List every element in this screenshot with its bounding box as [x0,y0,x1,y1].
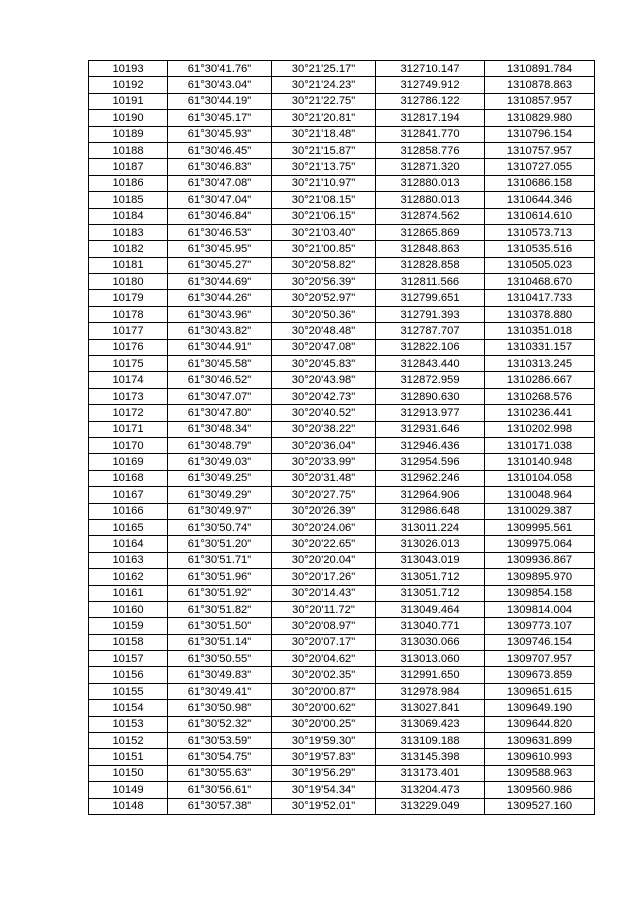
y-coordinate-cell: 1309651.615 [485,683,595,699]
latitude-cell: 61°30'44.19" [168,93,272,109]
latitude-cell: 61°30'43.96" [168,306,272,322]
longitude-cell: 30°20'50.36" [272,306,376,322]
longitude-cell: 30°21'08.15" [272,192,376,208]
latitude-cell: 61°30'49.83" [168,667,272,683]
x-coordinate-cell: 312799.651 [376,290,485,306]
x-coordinate-cell: 312710.147 [376,61,485,77]
y-coordinate-cell: 1310236.441 [485,405,595,421]
point-number-cell: 10187 [89,159,168,175]
latitude-cell: 61°30'51.96" [168,569,272,585]
point-number-cell: 10150 [89,765,168,781]
x-coordinate-cell: 312962.246 [376,470,485,486]
y-coordinate-cell: 1309560.986 [485,782,595,798]
table-row [89,487,595,503]
y-coordinate-cell: 1309895.970 [485,569,595,585]
latitude-cell: 61°30'45.58" [168,356,272,372]
longitude-cell: 30°20'08.97" [272,618,376,634]
longitude-cell: 30°20'00.25" [272,716,376,732]
y-coordinate-cell: 1309854.158 [485,585,595,601]
x-coordinate-cell: 312880.013 [376,192,485,208]
latitude-cell: 61°30'53.59" [168,733,272,749]
y-coordinate-cell: 1310505.023 [485,257,595,273]
x-coordinate-cell: 312874.562 [376,208,485,224]
latitude-cell: 61°30'49.25" [168,470,272,486]
table-row [89,585,595,601]
x-coordinate-cell: 312749.912 [376,77,485,93]
point-number-cell: 10174 [89,372,168,388]
table-row [89,470,595,486]
y-coordinate-cell: 1310286.667 [485,372,595,388]
table-row [89,126,595,142]
longitude-cell: 30°20'20.04" [272,552,376,568]
x-coordinate-cell: 312786.122 [376,93,485,109]
x-coordinate-cell: 312986.648 [376,503,485,519]
table-row [89,716,595,732]
x-coordinate-cell: 313229.049 [376,798,485,814]
point-number-cell: 10193 [89,61,168,77]
table-row [89,683,595,699]
x-coordinate-cell: 312964.906 [376,487,485,503]
latitude-cell: 61°30'51.82" [168,601,272,617]
x-coordinate-cell: 312817.194 [376,110,485,126]
longitude-cell: 30°20'00.62" [272,700,376,716]
longitude-cell: 30°20'33.99" [272,454,376,470]
table-row [89,388,595,404]
point-number-cell: 10192 [89,77,168,93]
x-coordinate-cell: 312913.977 [376,405,485,421]
x-coordinate-cell: 312872.959 [376,372,485,388]
longitude-cell: 30°20'56.39" [272,274,376,290]
longitude-cell: 30°21'06.15" [272,208,376,224]
point-number-cell: 10153 [89,716,168,732]
y-coordinate-cell: 1310796.154 [485,126,595,142]
x-coordinate-cell: 312991.650 [376,667,485,683]
x-coordinate-cell: 312811.566 [376,274,485,290]
point-number-cell: 10184 [89,208,168,224]
latitude-cell: 61°30'46.53" [168,224,272,240]
x-coordinate-cell: 312954.596 [376,454,485,470]
longitude-cell: 30°19'59.30" [272,733,376,749]
latitude-cell: 61°30'47.80" [168,405,272,421]
point-number-cell: 10161 [89,585,168,601]
longitude-cell: 30°20'11.72" [272,601,376,617]
y-coordinate-cell: 1310171.038 [485,437,595,453]
longitude-cell: 30°20'17.26" [272,569,376,585]
point-number-cell: 10188 [89,142,168,158]
latitude-cell: 61°30'49.97" [168,503,272,519]
longitude-cell: 30°20'58.82" [272,257,376,273]
x-coordinate-cell: 312841.770 [376,126,485,142]
y-coordinate-cell: 1309746.154 [485,634,595,650]
table-row [89,274,595,290]
x-coordinate-cell: 313011.224 [376,519,485,535]
y-coordinate-cell: 1310104.058 [485,470,595,486]
y-coordinate-cell: 1310727.055 [485,159,595,175]
y-coordinate-cell: 1310686.158 [485,175,595,191]
point-number-cell: 10164 [89,536,168,552]
point-number-cell: 10186 [89,175,168,191]
y-coordinate-cell: 1310614.610 [485,208,595,224]
table-row [89,61,595,77]
table-row [89,503,595,519]
y-coordinate-cell: 1310029.387 [485,503,595,519]
table-row [89,700,595,716]
longitude-cell: 30°20'52.97" [272,290,376,306]
point-number-cell: 10151 [89,749,168,765]
latitude-cell: 61°30'45.95" [168,241,272,257]
latitude-cell: 61°30'46.52" [168,372,272,388]
x-coordinate-cell: 313049.464 [376,601,485,617]
table-row [89,241,595,257]
longitude-cell: 30°20'40.52" [272,405,376,421]
table-row [89,569,595,585]
latitude-cell: 61°30'52.32" [168,716,272,732]
point-number-cell: 10173 [89,388,168,404]
table-row [89,142,595,158]
point-number-cell: 10183 [89,224,168,240]
y-coordinate-cell: 1310313.245 [485,356,595,372]
longitude-cell: 30°21'18.48" [272,126,376,142]
latitude-cell: 61°30'51.71" [168,552,272,568]
longitude-cell: 30°21'24.23" [272,77,376,93]
longitude-cell: 30°20'31.48" [272,470,376,486]
table-row [89,257,595,273]
x-coordinate-cell: 312946.436 [376,437,485,453]
point-number-cell: 10172 [89,405,168,421]
table-row [89,798,595,814]
point-number-cell: 10159 [89,618,168,634]
x-coordinate-cell: 313030.066 [376,634,485,650]
table-row [89,306,595,322]
table-row [89,290,595,306]
table-row [89,552,595,568]
y-coordinate-cell: 1309588.963 [485,765,595,781]
point-number-cell: 10180 [89,274,168,290]
longitude-cell: 30°20'22.65" [272,536,376,552]
y-coordinate-cell: 1309610.993 [485,749,595,765]
point-number-cell: 10181 [89,257,168,273]
latitude-cell: 61°30'50.98" [168,700,272,716]
x-coordinate-cell: 312871.320 [376,159,485,175]
longitude-cell: 30°21'20.81" [272,110,376,126]
latitude-cell: 61°30'49.41" [168,683,272,699]
x-coordinate-cell: 312858.776 [376,142,485,158]
latitude-cell: 61°30'46.83" [168,159,272,175]
latitude-cell: 61°30'48.79" [168,437,272,453]
table-row [89,77,595,93]
y-coordinate-cell: 1309773.107 [485,618,595,634]
point-number-cell: 10152 [89,733,168,749]
table-row [89,519,595,535]
longitude-cell: 30°19'52.01" [272,798,376,814]
x-coordinate-cell: 312890.630 [376,388,485,404]
y-coordinate-cell: 1310417.733 [485,290,595,306]
y-coordinate-cell: 1309631.899 [485,733,595,749]
point-number-cell: 10189 [89,126,168,142]
point-number-cell: 10176 [89,339,168,355]
table-row [89,356,595,372]
x-coordinate-cell: 313051.712 [376,569,485,585]
x-coordinate-cell: 313109.188 [376,733,485,749]
y-coordinate-cell: 1309975.064 [485,536,595,552]
longitude-cell: 30°20'04.62" [272,651,376,667]
table-row [89,733,595,749]
point-number-cell: 10185 [89,192,168,208]
latitude-cell: 61°30'45.93" [168,126,272,142]
x-coordinate-cell: 312880.013 [376,175,485,191]
table-row [89,175,595,191]
longitude-cell: 30°21'13.75" [272,159,376,175]
longitude-cell: 30°20'47.08" [272,339,376,355]
longitude-cell: 30°20'26.39" [272,503,376,519]
latitude-cell: 61°30'48.34" [168,421,272,437]
longitude-cell: 30°21'03.40" [272,224,376,240]
x-coordinate-cell: 312791.393 [376,306,485,322]
table-row [89,192,595,208]
table-row [89,339,595,355]
point-number-cell: 10162 [89,569,168,585]
latitude-cell: 61°30'49.03" [168,454,272,470]
y-coordinate-cell: 1310857.957 [485,93,595,109]
y-coordinate-cell: 1309814.004 [485,601,595,617]
longitude-cell: 30°20'36.04" [272,437,376,453]
point-number-cell: 10167 [89,487,168,503]
table-row [89,601,595,617]
point-number-cell: 10148 [89,798,168,814]
latitude-cell: 61°30'43.82" [168,323,272,339]
latitude-cell: 61°30'51.14" [168,634,272,650]
point-number-cell: 10190 [89,110,168,126]
table-row [89,208,595,224]
table-row [89,651,595,667]
latitude-cell: 61°30'55.63" [168,765,272,781]
longitude-cell: 30°20'14.43" [272,585,376,601]
y-coordinate-cell: 1310644.346 [485,192,595,208]
latitude-cell: 61°30'51.92" [168,585,272,601]
table-row [89,372,595,388]
point-number-cell: 10163 [89,552,168,568]
table-row [89,749,595,765]
table-row [89,421,595,437]
point-number-cell: 10171 [89,421,168,437]
table-row [89,667,595,683]
y-coordinate-cell: 1310829.980 [485,110,595,126]
longitude-cell: 30°20'38.22" [272,421,376,437]
latitude-cell: 61°30'49.29" [168,487,272,503]
y-coordinate-cell: 1310268.576 [485,388,595,404]
y-coordinate-cell: 1309995.561 [485,519,595,535]
y-coordinate-cell: 1310573.713 [485,224,595,240]
y-coordinate-cell: 1310048.964 [485,487,595,503]
x-coordinate-cell: 312843.440 [376,356,485,372]
latitude-cell: 61°30'51.50" [168,618,272,634]
point-number-cell: 10154 [89,700,168,716]
table-row [89,782,595,798]
point-number-cell: 10170 [89,437,168,453]
latitude-cell: 61°30'44.69" [168,274,272,290]
table-row [89,159,595,175]
y-coordinate-cell: 1310140.948 [485,454,595,470]
x-coordinate-cell: 312822.106 [376,339,485,355]
longitude-cell: 30°20'02.35" [272,667,376,683]
x-coordinate-cell: 312978.984 [376,683,485,699]
table-row [89,110,595,126]
longitude-cell: 30°19'54.34" [272,782,376,798]
latitude-cell: 61°30'50.74" [168,519,272,535]
y-coordinate-cell: 1310351.018 [485,323,595,339]
y-coordinate-cell: 1309644.820 [485,716,595,732]
x-coordinate-cell: 313013.060 [376,651,485,667]
x-coordinate-cell: 312787.707 [376,323,485,339]
point-number-cell: 10177 [89,323,168,339]
y-coordinate-cell: 1309707.957 [485,651,595,667]
longitude-cell: 30°20'48.48" [272,323,376,339]
table-row [89,454,595,470]
longitude-cell: 30°21'00.85" [272,241,376,257]
latitude-cell: 61°30'41.76" [168,61,272,77]
longitude-cell: 30°20'24.06" [272,519,376,535]
table-row [89,323,595,339]
x-coordinate-cell: 312848.863 [376,241,485,257]
x-coordinate-cell: 313027.841 [376,700,485,716]
point-number-cell: 10175 [89,356,168,372]
latitude-cell: 61°30'45.27" [168,257,272,273]
latitude-cell: 61°30'44.26" [168,290,272,306]
x-coordinate-cell: 313040.771 [376,618,485,634]
point-number-cell: 10157 [89,651,168,667]
point-number-cell: 10191 [89,93,168,109]
x-coordinate-cell: 312931.646 [376,421,485,437]
y-coordinate-cell: 1310202.998 [485,421,595,437]
latitude-cell: 61°30'47.08" [168,175,272,191]
point-number-cell: 10168 [89,470,168,486]
latitude-cell: 61°30'54.75" [168,749,272,765]
point-number-cell: 10155 [89,683,168,699]
y-coordinate-cell: 1310878.863 [485,77,595,93]
longitude-cell: 30°21'15.87" [272,142,376,158]
x-coordinate-cell: 313145.398 [376,749,485,765]
y-coordinate-cell: 1309649.190 [485,700,595,716]
point-number-cell: 10158 [89,634,168,650]
x-coordinate-cell: 313026.013 [376,536,485,552]
latitude-cell: 61°30'57.38" [168,798,272,814]
y-coordinate-cell: 1310757.957 [485,142,595,158]
y-coordinate-cell: 1310891.784 [485,61,595,77]
longitude-cell: 30°19'56.29" [272,765,376,781]
table-row [89,618,595,634]
longitude-cell: 30°20'42.73" [272,388,376,404]
latitude-cell: 61°30'44.91" [168,339,272,355]
longitude-cell: 30°20'43.98" [272,372,376,388]
point-number-cell: 10149 [89,782,168,798]
x-coordinate-cell: 313069.423 [376,716,485,732]
x-coordinate-cell: 313204.473 [376,782,485,798]
longitude-cell: 30°20'00.87" [272,683,376,699]
table-row [89,536,595,552]
latitude-cell: 61°30'47.04" [168,192,272,208]
point-number-cell: 10169 [89,454,168,470]
y-coordinate-cell: 1310535.516 [485,241,595,257]
latitude-cell: 61°30'56.61" [168,782,272,798]
table-row [89,405,595,421]
longitude-cell: 30°21'10.97" [272,175,376,191]
table-row [89,224,595,240]
y-coordinate-cell: 1310331.157 [485,339,595,355]
point-number-cell: 10179 [89,290,168,306]
longitude-cell: 30°21'25.17" [272,61,376,77]
point-number-cell: 10182 [89,241,168,257]
point-number-cell: 10165 [89,519,168,535]
latitude-cell: 61°30'50.55" [168,651,272,667]
x-coordinate-cell: 313043.019 [376,552,485,568]
point-number-cell: 10178 [89,306,168,322]
point-number-cell: 10160 [89,601,168,617]
latitude-cell: 61°30'43.04" [168,77,272,93]
table-row [89,765,595,781]
latitude-cell: 61°30'51.20" [168,536,272,552]
table-row [89,634,595,650]
longitude-cell: 30°21'22.75" [272,93,376,109]
y-coordinate-cell: 1310378.880 [485,306,595,322]
x-coordinate-cell: 312828.858 [376,257,485,273]
longitude-cell: 30°20'27.75" [272,487,376,503]
y-coordinate-cell: 1309673.859 [485,667,595,683]
latitude-cell: 61°30'45.17" [168,110,272,126]
point-number-cell: 10166 [89,503,168,519]
latitude-cell: 61°30'47.07" [168,388,272,404]
x-coordinate-cell: 313051.712 [376,585,485,601]
y-coordinate-cell: 1310468.670 [485,274,595,290]
y-coordinate-cell: 1309527.160 [485,798,595,814]
coordinates-table-body [89,61,595,815]
latitude-cell: 61°30'46.84" [168,208,272,224]
longitude-cell: 30°19'57.83" [272,749,376,765]
coordinates-table [88,60,595,815]
x-coordinate-cell: 312865.869 [376,224,485,240]
table-row [89,437,595,453]
y-coordinate-cell: 1309936.867 [485,552,595,568]
x-coordinate-cell: 313173.401 [376,765,485,781]
longitude-cell: 30°20'07.17" [272,634,376,650]
latitude-cell: 61°30'46.45" [168,142,272,158]
point-number-cell: 10156 [89,667,168,683]
table-row [89,93,595,109]
longitude-cell: 30°20'45.83" [272,356,376,372]
